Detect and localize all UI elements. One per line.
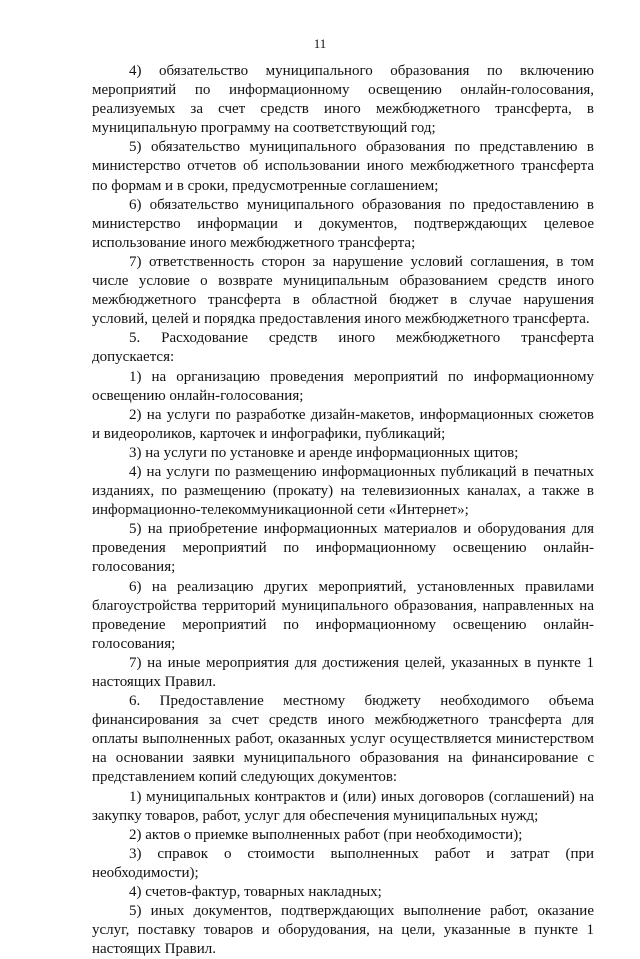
paragraph-spending-3: 3) на услуги по установке и аренде информационных щитов;: [129, 444, 519, 461]
paragraph-obligation-6: 6) обязательство муниципального образования по предоставлению в министерство информации и документов, подтверждающих целевое использование иного межбюджетного трансферта;: [92, 196, 594, 251]
paragraph-document-1: 1) муниципальных контрактов и (или) иных договоров (соглашений) на закупку товаров, работ, услуг для обеспечения муниципальных нужд;: [92, 788, 594, 824]
paragraph-spending-1: 1) на организацию проведения мероприятий по информационному освещению онлайн-голосования;: [92, 368, 594, 404]
paragraph-obligation-4: 4) обязательство муниципального образования по включению мероприятий по информационному освещению онлайн-голосования, реализуемых за счет средств иного межбюджетного трансферта, в муниципальную программу на соответствующий год;: [92, 63, 594, 137]
paragraph-section-5: 5. Расходование средств иного межбюджетного трансферта допускается:: [92, 330, 594, 366]
paragraph-obligation-7: 7) ответственность сторон за нарушение условий соглашения, в том числе условие о возврате муниципальным образованием средств иного межбюджетного трансферта в областной бюджет в случае нарушения условий, целей и порядка предоставления иного межбюджетного трансферта.: [92, 253, 594, 328]
paragraph-section-6: 6. Предоставление местному бюджету необходимого объема финансирования за счет средств иного межбюджетного трансферта для оплаты выполненных работ, оказанных услуг осуществляется министерством на основании заявки муниципального образования на финансирование с представлением копий следующих документов:: [92, 693, 594, 786]
paragraph-spending-4: 4) на услуги по размещению информационных публикаций в печатных изданиях, по размещению (прокату) на телевизионных каналах, а также в информационно-телекоммуникационной сети «Интернет»;: [92, 463, 594, 519]
paragraph-obligation-5: 5) обязательство муниципального образования по представлению в министерство отчетов об использовании иного межбюджетного трансферта по формам и в сроки, предусмотренные соглашением;: [92, 139, 594, 194]
paragraph-document-5: 5) иных документов, подтверждающих выполнение работ, оказание услуг, поставку товаров и оборудования, на цели, указанные в пункте 1 настоящих Правил.: [92, 903, 594, 958]
document-body: [92, 62, 594, 959]
page-number: 11: [313, 36, 327, 51]
paragraph-document-3: 3) справок о стоимости выполненных работ и затрат (при необходимости);: [92, 845, 594, 881]
paragraph-spending-6: 6) на реализацию других мероприятий, установленных правилами благоустройства территорий муниципального образования, направленных на проведение мероприятий по информационному освещению онлайн-голосования;: [92, 578, 594, 652]
paragraph-document-4: 4) счетов-фактур, товарных накладных;: [129, 884, 382, 901]
paragraph-spending-7: 7) на иные мероприятия для достижения целей, указанных в пункте 1 настоящих Правил.: [92, 654, 594, 690]
paragraph-spending-5: 5) на приобретение информационных материалов и оборудования для проведения мероприятий по информационному освещению онлайн-голосования;: [92, 521, 594, 576]
paragraph-document-2: 2) актов о приемке выполненных работ (при необходимости);: [129, 826, 523, 843]
paragraph-spending-2: 2) на услуги по разработке дизайн-макетов, информационных сюжетов и видеороликов, карточек и инфографики, публикаций;: [92, 406, 594, 442]
